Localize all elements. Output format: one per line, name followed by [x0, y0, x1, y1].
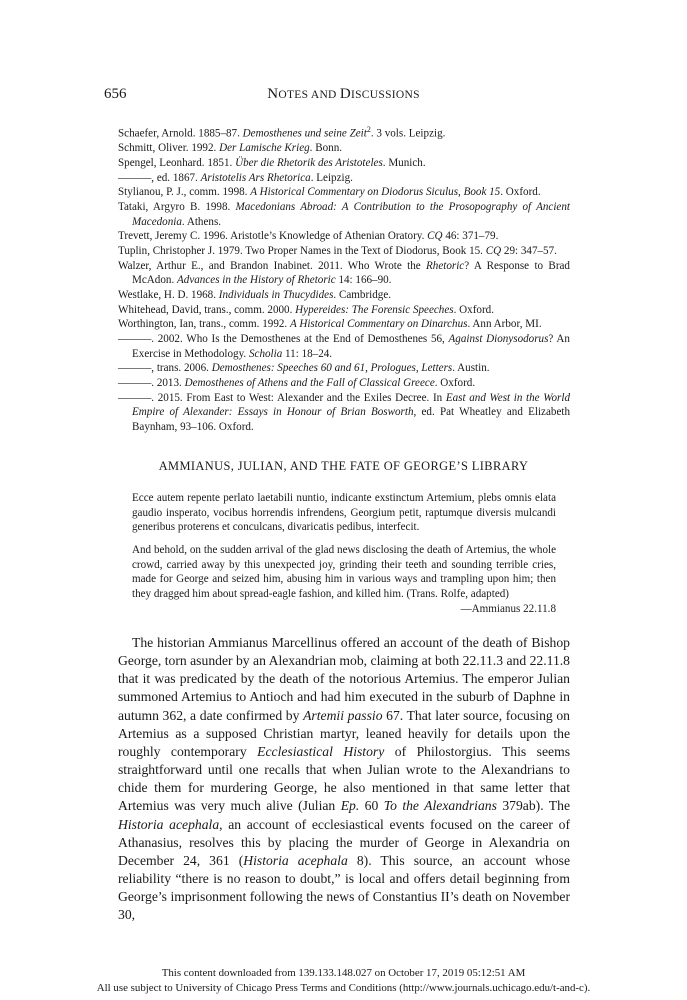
reference-entry: ———. 2015. From East to West: Alexander and the Exiles Decree. In East and West in the World Empire of Alexander: Essays in Honour of Brian Bosworth, ed. Pat Wheatley and Elizabeth Baynham, 93–106. Oxford.: [118, 391, 570, 433]
section-title: AMMIANUS, JULIAN, AND THE FATE OF GEORGE’S LIBRARY: [158, 459, 529, 473]
epigraph-translation: And behold, on the sudden arrival of the glad news disclosing the death of Artemius, the whole crowd, carried away by this unexpected joy, grinding their teeth and sounding terrible cries, made for George and seized him, abusing him in various ways and trampling upon him; then they dragged him about spread-eagle fashion, and killed him. (Trans. Rolfe, adapted): [132, 544, 556, 601]
reference-entry: Schaefer, Arnold. 1885–87. Demosthenes und seine Zeit$^2$. 3 vols. Leipzig.: [118, 125, 446, 140]
download-footer: [0, 966, 687, 996]
reference-entry: Stylianou, P. J., comm. 1998. A Historical Commentary on Diodorus Siculus, Book 15. Oxford.: [118, 186, 541, 199]
reference-entry: ———. 2002. Who Is the Demosthenes at the End of Demosthenes 56, Against Dionysodorus? An Exercise in Methodology. Scholia 11: 18–24.: [118, 332, 570, 360]
reference-list: [118, 123, 570, 434]
reference-entry: Tataki, Argyro B. 1998. Macedonians Abroad: A Contribution to the Prosopography of Ancient Macedonia. Athens.: [118, 200, 570, 228]
reference-entry: Westlake, H. D. 1968. Individuals in Thucydides. Cambridge.: [118, 288, 392, 301]
reference-entry: Tuplin, Christopher J. 1979. Two Proper Names in the Text of Diodorus, Book 15. CQ 29: 347–57.: [118, 244, 557, 257]
page-number: 656: [104, 86, 127, 102]
body-paragraph: The historian Ammianus Marcellinus offered an account of the death of Bishop George, torn asunder by an Alexandrian mob, claiming at both 22.11.3 and 22.11.8 that it was predicated by the death of the notorious Artemius. The emperor Julian summoned Artemius to Antioch and had him executed in the suburb of Daphne in autumn 362, a date confirmed by Artemii passio 67. That later source, focusing on Artemius as a supposed Christian martyr, leaned heavily for details upon the roughly contemporary Ecclesiastical History of Philostorgius. This seems straightforward until one recalls that when Julian wrote to the Alexandrians to chide them for murdering George, he also mentioned in that same letter that Artemius was very much alive (Julian Ep. 60 To the Alexandrians 379ab). The Historia acephala, an account of ecclesiastical events focused on the career of Athanasius, resolves this by placing the murder of George in Alexandria on December 24, 361 (Historia acephala 8). This source, an account whose reliability “there is no reason to doubt,” is local and offers detail beginning from George’s imprisonment following the news of Constantius II’s death on November 30,: [118, 635, 571, 923]
running-title: NOTES AND DISCUSSIONS: [267, 86, 420, 102]
epigraph-block: [132, 543, 556, 617]
body-text: [118, 634, 570, 925]
reference-entry: Spengel, Leonhard. 1851. Über die Rhetorik des Aristoteles. Munich.: [118, 157, 426, 169]
reference-entry: ———, ed. 1867. Aristotelis Ars Rhetorica. Leipzig.: [118, 171, 353, 184]
reference-entry: Whitehead, David, trans., comm. 2000. Hypereides: The Forensic Speeches. Oxford.: [118, 303, 494, 316]
reference-entry: Trevett, Jeremy C. 1996. Aristotle’s Knowledge of Athenian Oratory. CQ 46: 371–79.: [118, 230, 499, 243]
reference-entry: Worthington, Ian, trans., comm. 1992. A Historical Commentary on Dinarchus. Ann Arbor, MI.: [118, 318, 542, 331]
footer-line-1: This content downloaded from 139.133.148.027 on October 17, 2019 05:12:51 AM: [161, 967, 526, 979]
reference-entry: ———. 2013. Demosthenes of Athens and the Fall of Classical Greece. Oxford.: [118, 376, 476, 389]
epigraph-latin: Ecce autem repente perlato laetabili nuntio, indicante exstinctum Artemium, plebs omnis elata gaudio insperato, vocibus horrendis infrendens, Georgium petit, raptumque diversis mulcandi generibus proterens et conculcans, divaricatis pedibus, interfecit.: [132, 492, 556, 534]
reference-entry: ———, trans. 2006. Demosthenes: Speeches 60 and 61, Prologues, Letters. Austin.: [118, 362, 490, 375]
footer-line-2: All use subject to University of Chicago Press Terms and Conditions (http://www.journals.uchicago.edu/t-and-c).: [96, 982, 591, 994]
epigraph-attribution: —Ammianus 22.11.8: [460, 602, 556, 615]
reference-entry: Walzer, Arthur E., and Brandon Inabinet. 2011. Who Wrote the Rhetoric? A Response to Brad McAdon. Advances in the History of Rhetoric 14: 166–90.: [118, 259, 570, 287]
reference-entry: Schmitt, Oliver. 1992. Der Lamische Krieg. Bonn.: [118, 142, 343, 155]
